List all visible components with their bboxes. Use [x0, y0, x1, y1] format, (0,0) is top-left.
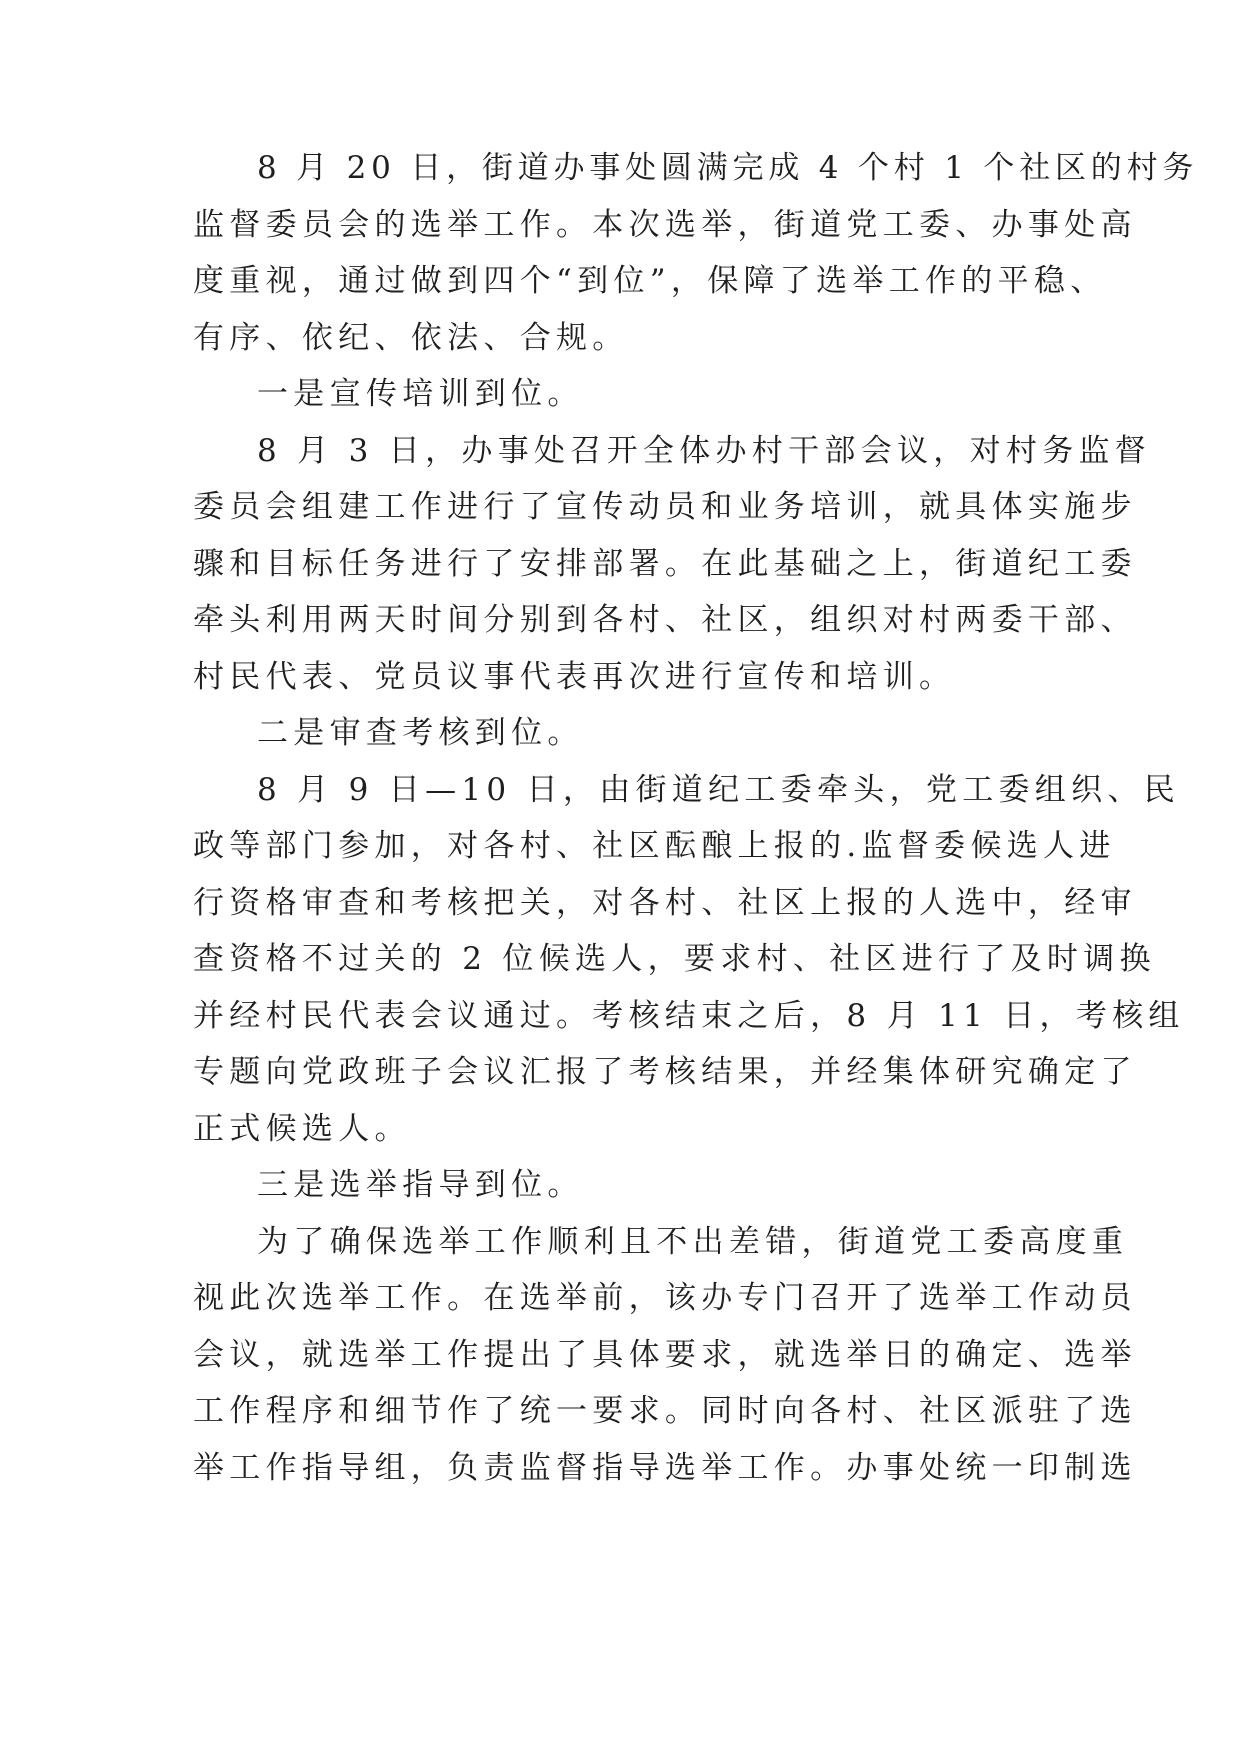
paragraph-line: 村民代表、党员议事代表再次进行宣传和培训。 [193, 659, 956, 695]
paragraph-line: 政等部门参加，对各村、社区酝酿上报的.监督委候选人进 [193, 828, 1116, 864]
paragraph-first-line: 8 月 9 日—10 日，由街道纪工委牵头，党工委组织、民 [257, 772, 1181, 808]
paragraph-line: 举工作指导组，负责监督指导选举工作。办事处统一印制选 [193, 1450, 1137, 1486]
paragraph-line: 委员会组建工作进行了宣传动员和业务培训，就具体实施步 [193, 489, 1137, 525]
paragraph-line: 专题向党政班子会议汇报了考核结果，并经集体研究确定了 [193, 1054, 1137, 1090]
paragraph-line: 工作程序和细节作了统一要求。同时向各村、社区派驻了选 [193, 1393, 1137, 1429]
paragraph-line: 会议，就选举工作提出了具体要求，就选举日的确定、选举 [193, 1337, 1137, 1373]
paragraph-line: 牵头利用两天时间分别到各村、社区，组织对村两委干部、 [193, 602, 1137, 638]
paragraph-first-line: 8 月 20 日，街道办事处圆满完成 4 个村 1 个社区的村务 [257, 150, 1199, 186]
paragraph-line: 行资格审查和考核把关，对各村、社区上报的人选中，经审 [193, 885, 1137, 921]
paragraph-line: 有序、依纪、依法、合规。 [193, 320, 629, 356]
paragraph-line: 正式候选人。 [193, 1111, 411, 1147]
paragraph-line: 并经村民代表会议通过。考核结束之后，8 月 11 日，考核组 [193, 998, 1185, 1034]
paragraph-first-line: 三是选举指导到位。 [257, 1167, 584, 1203]
paragraph-line: 骤和目标任务进行了安排部署。在此基础之上，街道纪工委 [193, 546, 1137, 582]
paragraph-first-line: 8 月 3 日，办事处召开全体办村干部会议，对村务监督 [257, 433, 1152, 469]
paragraph-line: 度重视，通过做到四个“到位”，保障了选举工作的平稳、 [193, 263, 1107, 299]
paragraph-first-line: 为了确保选举工作顺利且不出差错，街道党工委高度重 [257, 1224, 1129, 1260]
paragraph-line: 视此次选举工作。在选举前，该办专门召开了选举工作动员 [193, 1280, 1137, 1316]
paragraph-first-line: 一是宣传培训到位。 [257, 376, 584, 412]
paragraph-line: 查资格不过关的 2 位候选人，要求村、社区进行了及时调换 [193, 941, 1156, 977]
paragraph-line: 监督委员会的选举工作。本次选举，街道党工委、办事处高 [193, 207, 1137, 243]
paragraph-first-line: 二是审查考核到位。 [257, 715, 584, 751]
